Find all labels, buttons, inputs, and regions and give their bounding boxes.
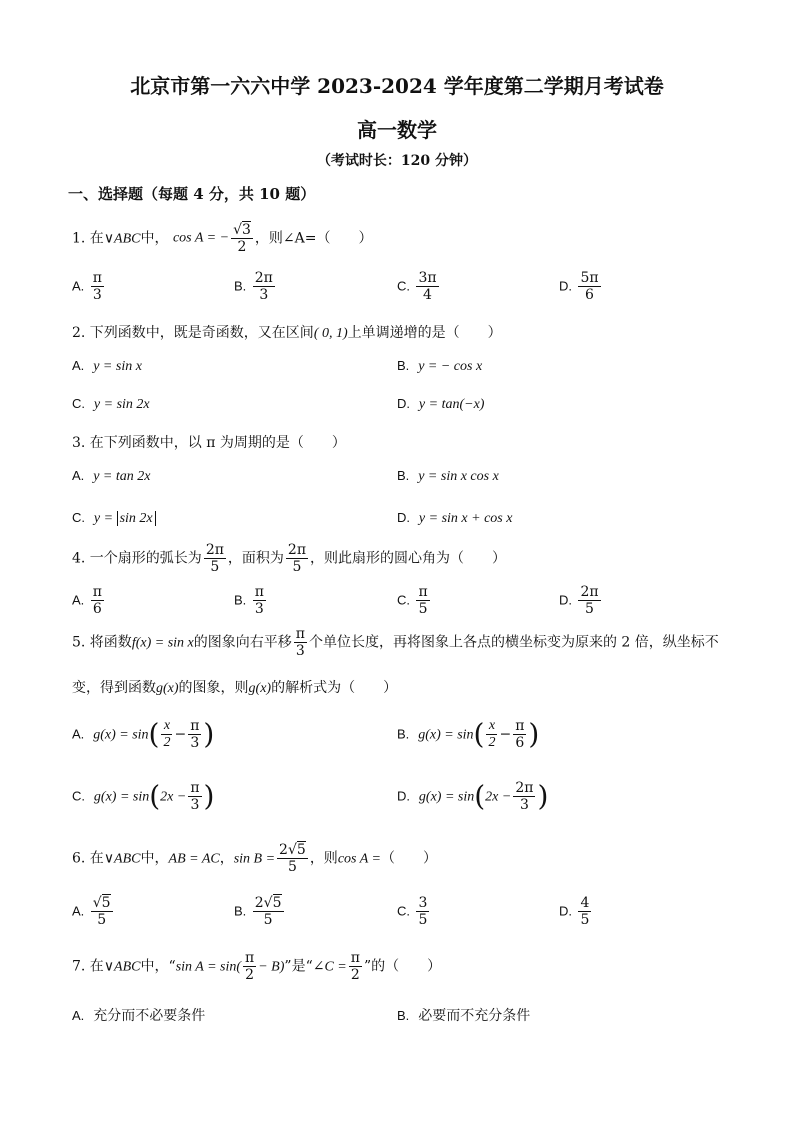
section-heading: 一、选择题（每题 4 分，共 10 题） xyxy=(68,185,316,203)
q4-option-a[interactable]: A. $\frac{\pi}{6}$ xyxy=(72,584,102,617)
q2-option-c[interactable]: C. y = sin 2x xyxy=(72,396,150,412)
q1-fraction: $\frac{√3}{2}$ xyxy=(233,222,251,255)
q3-option-b[interactable]: B. y = sin x cos x xyxy=(397,468,499,484)
exam-duration: （考试时长：120 分钟） xyxy=(316,153,478,169)
q1-triangle: ∨ABC xyxy=(103,231,141,247)
q5-option-c[interactable]: C. g(x) = sin(2x − $\frac{\pi}{3}$ ) xyxy=(72,779,215,813)
q4-option-c[interactable]: C. $\frac{\pi}{5}$ xyxy=(397,584,428,617)
q1-number: 1. 在 xyxy=(72,230,104,247)
question-4: 4. 一个扇形的弧长为 $\frac{2\pi}{5}$ ，面积为 $\frac{2\pi}{5}$ ，则此扇形的圆心角为（ ） xyxy=(72,542,507,575)
q4-option-b[interactable]: B. $\frac{\pi}{3}$ xyxy=(234,584,264,617)
q6-option-b[interactable]: B. $\frac{2√5}{5}$ xyxy=(234,895,282,928)
q3-option-c[interactable]: C. y = sin 2x xyxy=(72,510,156,527)
q2-option-b[interactable]: B. y = − cos x xyxy=(397,358,483,374)
q4-option-d[interactable]: D. $\frac{2\pi}{5}$ xyxy=(559,584,599,617)
q6-option-a[interactable]: A. $\frac{√5}{5}$ xyxy=(72,895,111,928)
q6-option-c[interactable]: C. $\frac{3}{5}$ xyxy=(397,895,428,928)
q5-option-a[interactable]: A. g(x) = sin( $\frac{x}{2}$ − $\frac{\pi}{3}$ ) xyxy=(72,717,215,751)
subject-title: 高一数学 xyxy=(357,118,437,142)
q7-option-a[interactable]: A. 充分而不必要条件 xyxy=(72,1008,206,1024)
question-7: 7. 在∨ABC中，“sin A = sin( $\frac{\pi}{2}$ − B)”是“∠C = $\frac{\pi}{2}$ ”的（ ） xyxy=(72,950,442,983)
q7-option-b[interactable]: B. 必要而不充分条件 xyxy=(397,1008,531,1024)
exam-title: 北京市第一六六中学 2023-2024 学年度第二学期月考试卷 xyxy=(130,74,664,98)
q1-option-d[interactable]: D. $\frac{5\pi}{6}$ xyxy=(559,270,599,303)
question-2: 2. 下列函数中，既是奇函数，又在区间( 0, 1)上单调递增的是（ ） xyxy=(72,325,502,341)
q1-text: 中， xyxy=(140,230,169,247)
q2-interval: ( 0, 1) xyxy=(313,326,348,341)
q5-option-b[interactable]: B. g(x) = sin( $\frac{x}{2}$ − $\frac{\pi}{6}$ ) xyxy=(397,717,540,751)
q2-option-d[interactable]: D. y = tan(−x) xyxy=(397,396,485,412)
q3-option-d[interactable]: D. y = sin x + cos x xyxy=(397,510,513,526)
q6-option-d[interactable]: D. $\frac{4}{5}$ xyxy=(559,895,590,928)
q1-option-b[interactable]: B. $\frac{2\pi}{3}$ xyxy=(234,270,273,303)
q1-option-a[interactable]: A. $\frac{\pi}{3}$ xyxy=(72,270,102,303)
question-5: 5. 将函数f(x) = sin x的图象向右平移 $\frac{\pi}{3}$ 个单位长度，再将图象上各点的横坐标变为原来的 2 倍，纵坐标不 xyxy=(72,626,719,659)
question-6: 6. 在∨ABC中，AB = AC，sin B = $\frac{2√5}{5}$ ，则cos A =（ ） xyxy=(72,842,437,875)
q2-option-a[interactable]: A. y = sin x xyxy=(72,358,142,374)
q1-tail: ，则∠A=（ ） xyxy=(254,230,373,247)
q1-cos-expr: cos A = − xyxy=(172,230,230,246)
q1-option-c[interactable]: C. $\frac{3\pi}{4}$ xyxy=(397,270,437,303)
question-3: 3. 在下列函数中，以 π 为周期的是（ ） xyxy=(72,435,346,451)
question-1 xyxy=(72,222,373,262)
q5-option-d[interactable]: D. g(x) = sin(2x − $\frac{2\pi}{3}$ ) xyxy=(397,779,549,813)
question-5-line-2: 变，得到函数g(x)的图象，则g(x)的解析式为（ ） xyxy=(72,680,398,696)
q5-fx: f(x) = sin x xyxy=(131,635,194,651)
q3-option-a[interactable]: A. y = tan 2x xyxy=(72,468,151,484)
